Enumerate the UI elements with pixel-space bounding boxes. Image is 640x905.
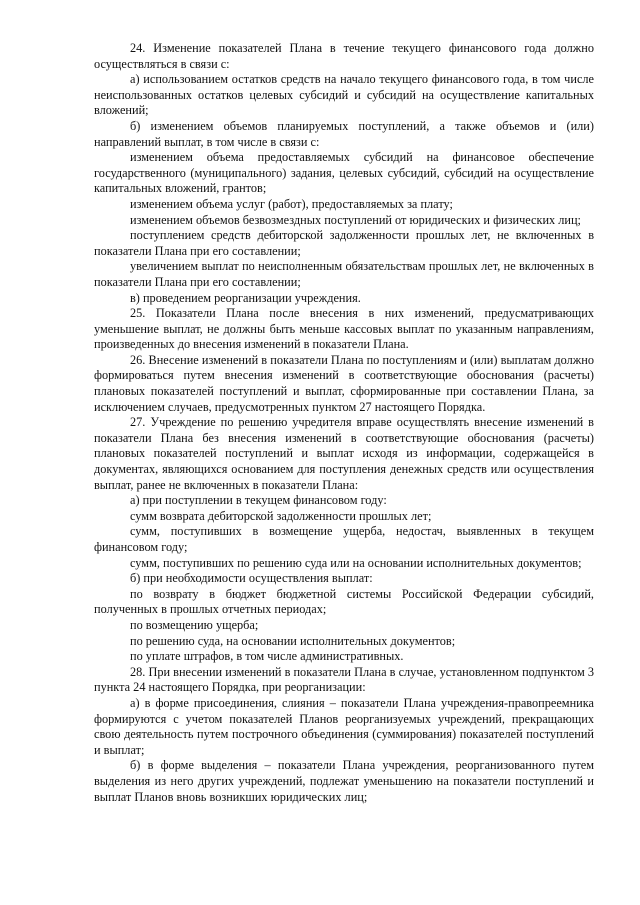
paragraph-24-b: б) изменением объемов планируемых поступлений, а также объемов и (или) направлений выплат, в том числе в связи с:: [94, 118, 594, 149]
paragraph-27-a-receivables: сумм возврата дебиторской задолженности прошлых лет;: [130, 508, 432, 523]
paragraph-24-c: в) проведением реорганизации учреждения.: [130, 290, 361, 305]
paragraph-27-a: а) при поступлении в текущем финансовом году:: [130, 493, 387, 508]
paragraph-27-b-refund: по возврату в бюджет бюджетной системы Российской Федерации субсидий, полученных в прошлых отчетных периодах;: [94, 586, 594, 617]
paragraph-24-b-obligations: увеличением выплат по неисполненным обязательствам прошлых лет, не включенных в показатели Плана при его составлении;: [94, 259, 594, 289]
paragraph-28: 28. При внесении изменений в показатели Плана в случае, установленном подпунктом 3 пункта 24 настоящего Порядка, при реорганизации:: [94, 664, 594, 695]
paragraph-27-a-damages: сумм, поступивших в возмещение ущерба, недостач, выявленных в текущем финансовом году;: [94, 524, 594, 554]
paragraph-27-b-damage: по возмещению ущерба;: [130, 617, 259, 632]
paragraph-24-b-receivables: поступлением средств дебиторской задолженности прошлых лет, не включенных в показатели Плана при его составлении;: [94, 228, 594, 258]
paragraph-26: 26. Внесение изменений в показатели Плана по поступлениям и (или) выплатам должно формироваться путем внесения изменений в соответствующие обоснования (расчеты) плановых показателей поступлений и выплат, сформированные при составлении Плана, за исключением случаев, предусмотренных пунктом 27 настоящего Порядка.: [94, 352, 594, 414]
paragraph-27-b: б) при необходимости осуществления выплат:: [130, 571, 373, 586]
paragraph-27: 27. Учреждение по решению учредителя вправе осуществлять внесение изменений в показатели Плана без внесения изменений в соответствующие обоснования (расчеты) плановых показателей поступлений и выплат исходя из информации, содержащейся в документах, являющихся основанием для поступления денежных средств или осуществления выплат, ранее не включенных в показатели Плана:: [94, 415, 594, 492]
paragraph-24-a: а) использованием остатков средств на начало текущего финансового года, в том числе неиспользованных остатков целевых субсидий и субсидий на осуществление капитальных вложений;: [94, 72, 594, 118]
paragraph-27-a-court: сумм, поступивших по решению суда или на основании исполнительных документов;: [130, 555, 582, 570]
paragraph-28-b: б) в форме выделения – показатели Плана учреждения, реорганизованного путем выделения из него других учреждений, подлежат уменьшению на показатели поступлений и выплат Планов вновь возникших юридических лиц;: [94, 758, 594, 804]
paragraph-25: 25. Показатели Плана после внесения в них изменений, предусматривающих уменьшение выплат, не должны быть меньше кассовых выплат по указанным направлениям, произведенных до внесения изменений в показатели Плана.: [94, 306, 594, 352]
paragraph-28-a: а) в форме присоединения, слияния – показатели Плана учреждения-правопреемника формируются с учетом показателей Планов реорганизуемых учреждений, прекращающих свою деятельность путем построчного объединения (суммирования) показателей поступлений и выплат;: [94, 695, 594, 757]
paragraph-24-b-subsidies: изменением объема предоставляемых субсидий на финансовое обеспечение государственного (муниципального) задания, целевых субсидий, субсидий на осуществление капитальных вложений, грантов;: [94, 150, 594, 196]
paragraph-27-b-fines: по уплате штрафов, в том числе административных.: [130, 649, 404, 664]
paragraph-24-b-services: изменением объема услуг (работ), предоставляемых за плату;: [130, 196, 453, 211]
paragraph-27-b-court: по решению суда, на основании исполнительных документов;: [130, 633, 456, 648]
paragraph-24-b-gratuitous: изменением объемов безвозмездных поступлений от юридических и физических лиц;: [130, 212, 581, 227]
paragraph-24: 24. Изменение показателей Плана в течение текущего финансового года должно осуществляться в связи с:: [94, 41, 594, 71]
